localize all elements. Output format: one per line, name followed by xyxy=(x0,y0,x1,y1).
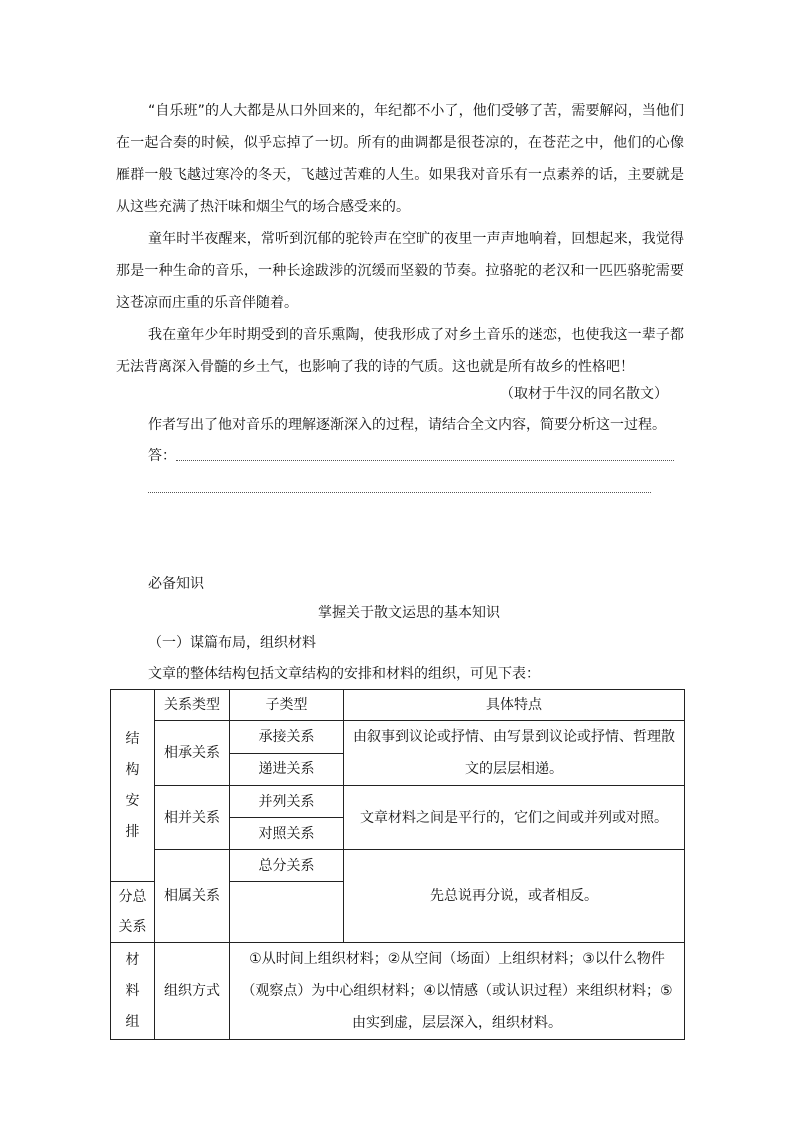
table-intro: 文章的整体结构包括文章结构的安排和材料的组织，可见下表： xyxy=(148,666,540,682)
answer-line-1[interactable] xyxy=(176,460,674,461)
feature-cell: 先总说再分说，或者相反。 xyxy=(344,850,685,943)
header-relation-type: 关系类型 xyxy=(155,690,230,721)
subtype-cell: 总分关系 xyxy=(230,850,344,882)
table-row xyxy=(111,943,685,1040)
section-heading: 必备知识 xyxy=(148,576,204,592)
group-label-structure: 结 构 安 排 xyxy=(111,690,155,882)
passage-paragraph-3: 我在童年少年时期受到的音乐熏陶，使我形成了对乡土音乐的迷恋，也使我这一辈子都无法背离深入骨髓的乡土气，也影响了我的诗的气质。这也就是所有故乡的性格吧！ xyxy=(116,327,684,375)
relation-type-cell: 组织方式 xyxy=(155,943,230,1040)
header-features: 具体特点 xyxy=(344,690,685,721)
structure-table xyxy=(110,689,685,1040)
subtype-cell: 并列关系 xyxy=(230,786,344,818)
group-label-material: 材 料 组 xyxy=(111,943,155,1040)
knowledge-title: 掌握关于散文运思的基本知识 xyxy=(318,605,500,621)
subtype-cell: 对照关系 xyxy=(230,818,344,850)
feature-cell: ①从时间上组织材料；②从空间（场面）上组织材料；③以什么物件（观察点）为中心组织材料；④以情感（或认识过程）来组织材料；⑤由实到虚，层层深入，组织材料。 xyxy=(230,943,685,1040)
subtype-cell: 承接关系 xyxy=(230,721,344,754)
table-row xyxy=(111,786,685,818)
answer-label: 答： xyxy=(148,448,176,464)
answer-line-2[interactable] xyxy=(148,492,651,493)
feature-cell: 由叙事到议论或抒情、由写景到议论或抒情、哲理散文的层层相递。 xyxy=(344,721,685,786)
passage-source: （取材于牛汉的同名散文） xyxy=(500,386,668,402)
passage-paragraph-2: 童年时半夜醒来，常听到沉郁的驼铃声在空旷的夜里一声声地响着，回想起来，我觉得那是一种生命的音乐，一种长途跋涉的沉缓而坚毅的节奏。拉骆驼的老汉和一匹匹骆驼需要这苍凉而庄重的乐音伴随着。 xyxy=(116,231,684,311)
subsection-title: （一）谋篇布局，组织材料 xyxy=(148,635,316,651)
relation-type-cell: 相属关系 xyxy=(155,850,230,943)
relation-type-cell: 相承关系 xyxy=(155,721,230,786)
table-row xyxy=(111,721,685,754)
relation-type-cell: 相并关系 xyxy=(155,786,230,850)
passage-paragraph-1: “自乐班”的人大都是从口外回来的，年纪都不小了，他们受够了苦，需要解闷，当他们在一起合奏的时候，似乎忘掉了一切。所有的曲调都是很苍凉的，在苍茫之中，他们的心像雁群一般飞越过寒冷的冬天，飞越过苦难的人生。如果我对音乐有一点素养的话，主要就是从这些充满了热汗味和烟尘气的场合感受来的。 xyxy=(116,103,684,215)
feature-cell: 文章材料之间是平行的，它们之间或并列或对照。 xyxy=(344,786,685,850)
table-row xyxy=(111,850,685,882)
table-header-row xyxy=(111,690,685,721)
header-subtype: 子类型 xyxy=(230,690,344,721)
subtype-cell: 递进关系 xyxy=(230,753,344,786)
subtype-cell: 分总关系 xyxy=(111,882,155,943)
question-text: 作者写出了他对音乐的理解逐渐深入的过程，请结合全文内容，简要分析这一过程。 xyxy=(148,417,666,433)
